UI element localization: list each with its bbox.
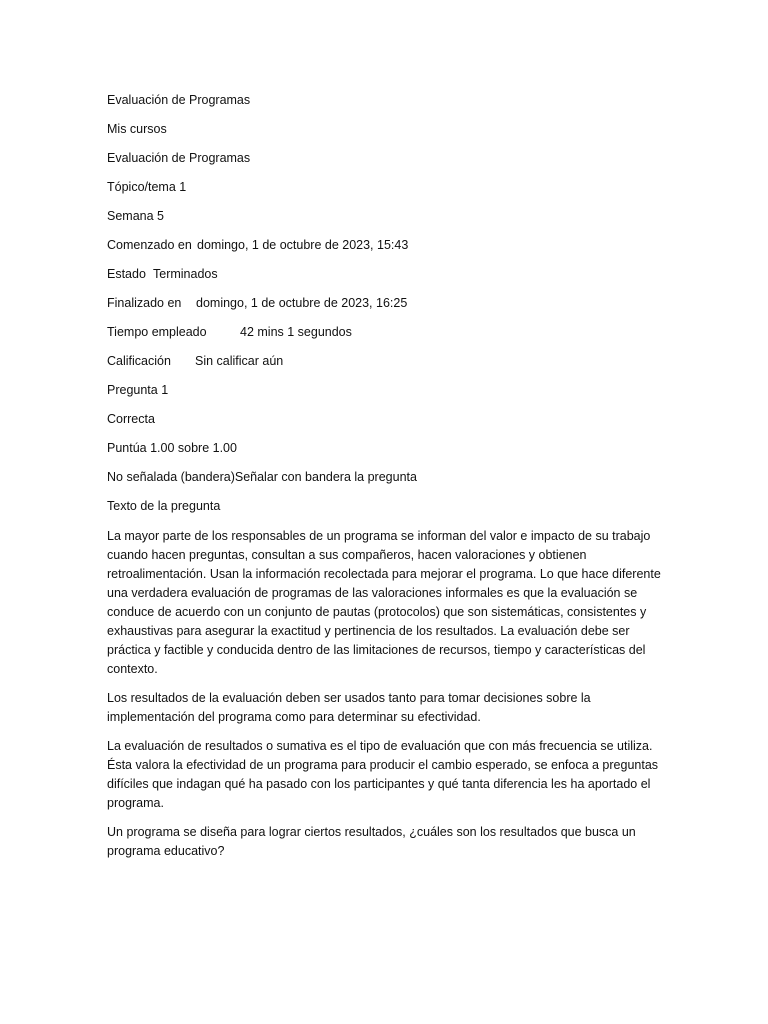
finished-row <box>107 295 667 311</box>
state-label: Estado <box>107 267 146 281</box>
breadcrumb-course[interactable]: Evaluación de Programas <box>107 151 251 165</box>
question-number: Pregunta 1 <box>107 383 169 397</box>
question-paragraph: Los resultados de la evaluación deben ser usados tanto para tomar decisiones sobre la implementación del programa como para determinar su efectividad. <box>107 691 591 724</box>
breadcrumb-my-courses[interactable]: Mis cursos <box>107 122 167 136</box>
state-row <box>107 266 667 282</box>
course-title: Evaluación de Programas <box>107 93 251 107</box>
question-paragraph: La evaluación de resultados o sumativa es el tipo de evaluación que con más frecuencia se utiliza. Ésta valora la efectividad de un programa para producir el cambio esperado, se enfoca a preguntas difíciles que indagan qué ha pasado con los participantes y qué tanta diferencia les ha aportado el programa. <box>107 739 659 810</box>
started-row <box>107 237 667 253</box>
time-value: 42 mins 1 segundos <box>240 325 352 339</box>
question-status: Correcta <box>107 412 155 426</box>
state-value: Terminados <box>153 267 218 281</box>
time-row <box>107 324 667 340</box>
finished-label: Finalizado en <box>107 296 182 310</box>
flag-question-link[interactable]: No señalada (bandera)Señalar con bandera la pregunta <box>107 470 417 484</box>
question-paragraph: La mayor parte de los responsables de un programa se informan del valor e impacto de su trabajo cuando hacen preguntas, consultan a sus compañeros, hacen valoraciones y obtienen retroalimentación. Usan la información recolectada para mejorar el programa. Lo que hace diferente una verdadera evaluación de programas de las valoraciones informales es que la evaluación se conduce de acuerdo con un conjunto de pautas (protocolos) que son sistemáticas, consistentes y exhaustivas para asegurar la exactitud y pertinencia de los resultados. La evaluación debe ser práctica y factible y conducida dentro de las limitaciones de recursos, tiempo y características del contexto. <box>107 529 661 676</box>
finished-value: domingo, 1 de octubre de 2023, 16:25 <box>196 296 408 310</box>
question-text-heading: Texto de la pregunta <box>107 499 221 513</box>
started-value: domingo, 1 de octubre de 2023, 15:43 <box>197 238 409 252</box>
question-score: Puntúa 1.00 sobre 1.00 <box>107 441 237 455</box>
started-label: Comenzado en <box>107 238 192 252</box>
breadcrumb-week[interactable]: Semana 5 <box>107 209 164 223</box>
grade-row <box>107 353 667 369</box>
grade-value: Sin calificar aún <box>195 354 284 368</box>
time-label: Tiempo empleado <box>107 325 207 339</box>
document-page <box>107 92 667 871</box>
grade-label: Calificación <box>107 354 171 368</box>
question-prompt: Un programa se diseña para lograr ciertos resultados, ¿cuáles son los resultados que busca un programa educativo? <box>107 825 636 858</box>
breadcrumb-topic[interactable]: Tópico/tema 1 <box>107 180 187 194</box>
